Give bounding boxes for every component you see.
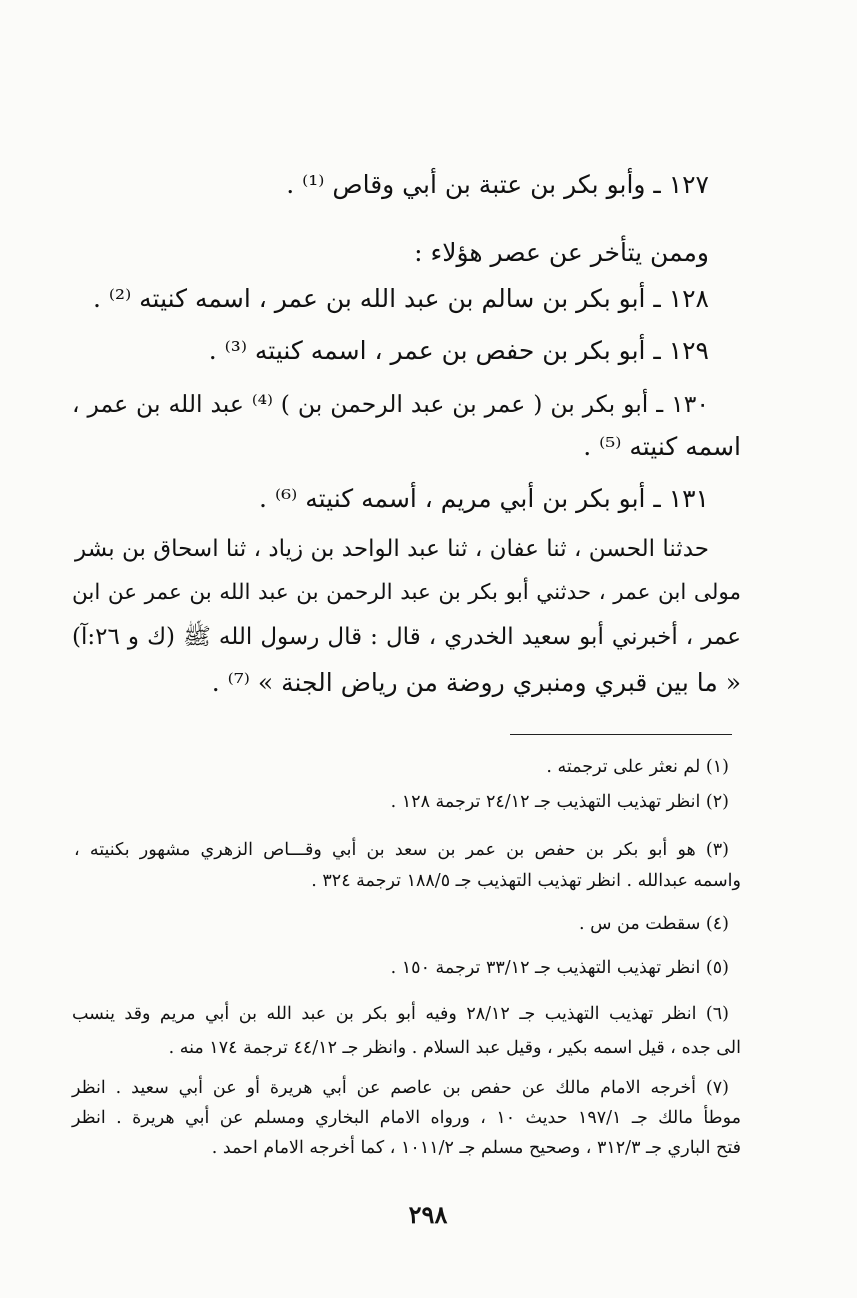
entry-129: ١٢٩ ـ أبو بكر بن حفص بن عمر ، اسمه كنيته ⁽³⁾ .: [208, 336, 709, 365]
page-number: ٢٩٨: [408, 1200, 448, 1229]
hadith-line-4: « ما بين قبري ومنبري روضة من رياض الجنة » ⁽⁷⁾ .: [211, 668, 741, 697]
entry-131: ١٣١ ـ أبو بكر بن أبي مريم ، أسمه كنيته ⁽⁶⁾ .: [259, 484, 709, 513]
entry-130-line-2: اسمه كنيته ⁽⁵⁾ .: [583, 432, 741, 461]
hadith-line-2: مولى ابن عمر ، حدثني أبو بكر بن عبد الرحمن بن عبد الله بن عمر عن ابن: [72, 580, 741, 605]
footnote-6-line-1: (٦) انظر تهذيب التهذيب جـ ٢٨/١٢ وفيه أبو بكر بن عبد الله بن أبي مريم وقد ينسب: [72, 1004, 729, 1024]
footnote-7-line-2: موطأ مالك جـ ١٩٧/١ حديث ١٠ ، ورواه الامام البخاري ومسلم عن أبي هريرة . انظر: [72, 1108, 741, 1128]
footnote-7-line-1: (٧) أخرجه الامام مالك عن حفص بن عاصم عن أبي هريرة أو عن أبي سعيد . انظر: [72, 1078, 729, 1098]
entry-128: ١٢٨ ـ أبو بكر بن سالم بن عبد الله بن عمر ، اسمه كنيته ⁽²⁾ .: [92, 284, 709, 313]
footnote-1: (١) لم نعثر على ترجمته .: [546, 757, 729, 777]
footnote-2: (٢) انظر تهذيب التهذيب جـ ٢٤/١٢ ترجمة ١٢٨ .: [390, 792, 729, 812]
hadith-line-1: حدثنا الحسن ، ثنا عفان ، ثنا عبد الواحد بن زياد ، ثنا اسحاق بن بشر: [75, 536, 709, 562]
footnote-4: (٤) سقطت من س .: [579, 914, 729, 934]
entry-130-line-1: ١٣٠ ـ أبو بكر بن ( عمر بن عبد الرحمن بن ) ⁽⁴⁾ عبد الله بن عمر ،: [72, 390, 710, 418]
footnote-7-line-3: فتح الباري جـ ٣١٢/٣ ، وصحيح مسلم جـ ١٠١١/٢ ، كما أخرجه الامام احمد .: [211, 1138, 741, 1158]
footnote-3-line-1: (٣) هو أبو بكر بن حفص بن عمر بن سعد بن أبي وقـــاص الزهري مشهور بكنيته ،: [74, 840, 729, 860]
footnote-separator: [510, 734, 732, 735]
footnote-3-line-2: واسمه عبدالله . انظر تهذيب التهذيب جـ ١٨٨/٥ ترجمة ٣٢٤ .: [311, 871, 741, 891]
entry-127: ١٢٧ ـ وأبو بكر بن عتبة بن أبي وقاص ⁽¹⁾ .: [286, 170, 709, 199]
footnote-6-line-2: الى جده ، قيل اسمه بكير ، وقيل عبد السلام . وانظر جـ ٤٤/١٢ ترجمة ١٧٤ منه .: [168, 1038, 741, 1058]
footnote-5: (٥) انظر تهذيب التهذيب جـ ٣٣/١٢ ترجمة ١٥٠ .: [390, 958, 729, 978]
hadith-line-3: عمر ، أخبرني أبو سعيد الخدري ، قال : قال رسول الله ﷺ (ك و ٢٦:آ): [72, 624, 741, 650]
section-intro: وممن يتأخر عن عصر هؤلاء :: [414, 238, 709, 267]
